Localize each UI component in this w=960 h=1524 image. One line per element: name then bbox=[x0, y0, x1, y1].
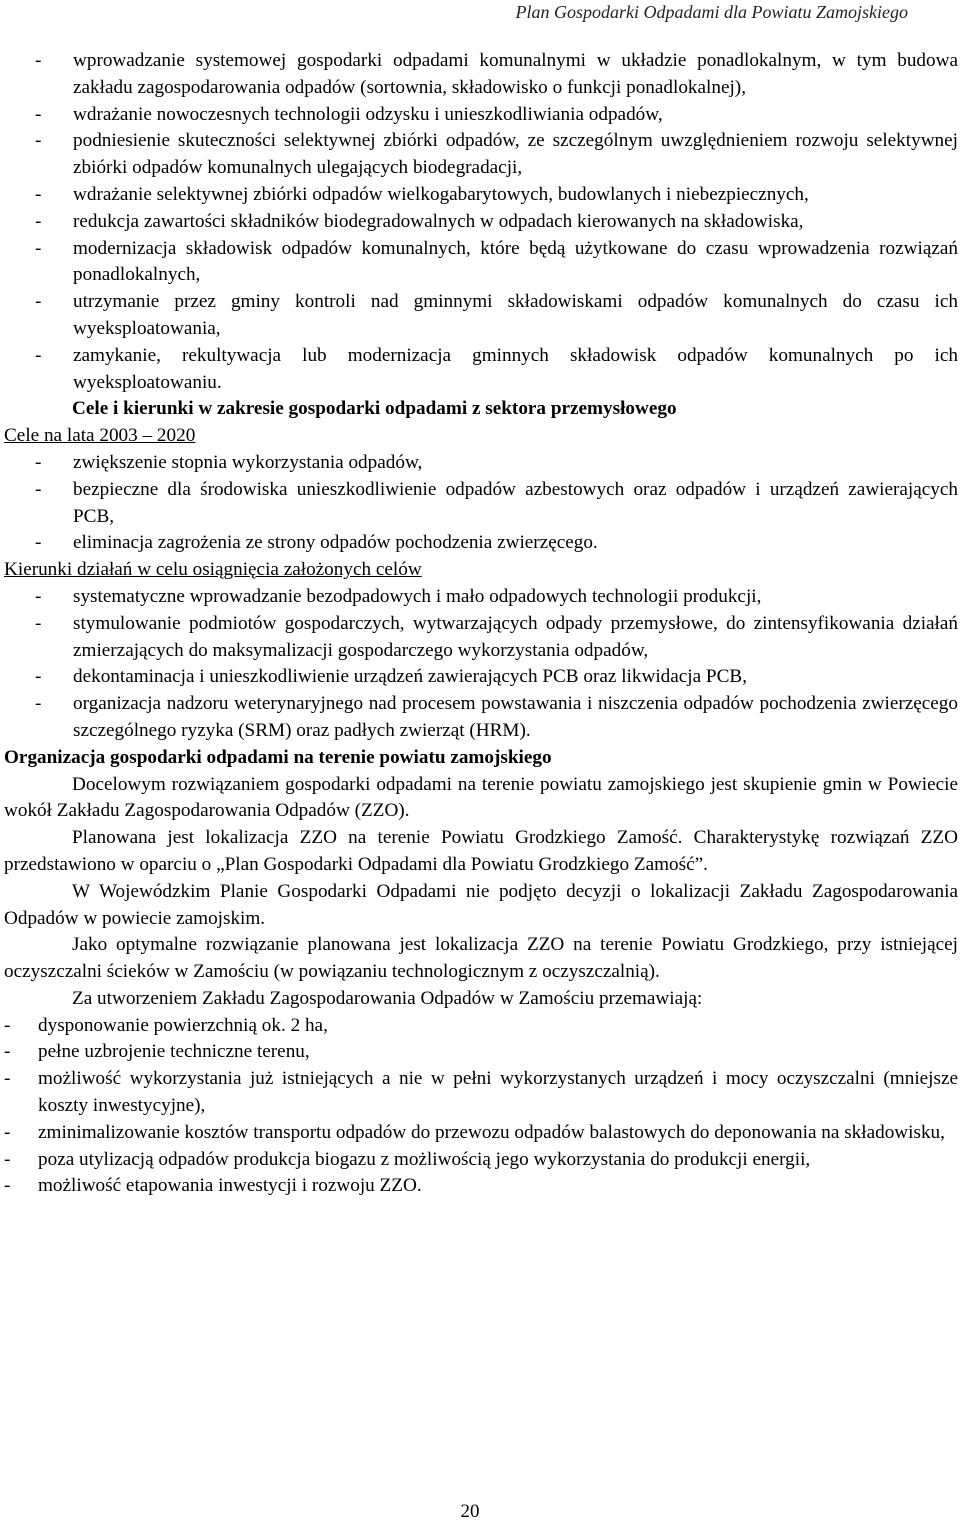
goals-heading: Cele na lata 2003 – 2020 bbox=[4, 425, 196, 447]
list-item: - wprowadzanie systemowej gospodarki odpadami komunalnymi w układzie ponadlokalnym, w tym budowa zakładu zagospodarowania odpadów (sortownia, składowisko o funkcji ponadlokalnej), bbox=[35, 50, 958, 98]
list-item: - systematyczne wprowadzanie bezodpadowych i mało odpadowych technologii produkcji, bbox=[35, 585, 762, 607]
list-item: - możliwość wykorzystania już istniejących a nie w pełni wykorzystanych urządzeń i mocy oczyszczalni (mniejsze koszty inwestycyjne), bbox=[4, 1068, 958, 1117]
list-goals bbox=[4, 450, 958, 557]
directions-heading: Kierunki działań w celu osiągnięcia założonych celów bbox=[4, 559, 422, 581]
list-item: - poza utylizacją odpadów produkcja biogazu z możliwością jego wykorzystania do produkcji energii, bbox=[4, 1148, 811, 1170]
document-body bbox=[4, 48, 958, 1200]
paragraph: W Wojewódzkim Planie Gospodarki Odpadami nie podjęto decyzji o lokalizacji Zakładu Zagospodarowania Odpadów w powiecie zamojskim. bbox=[4, 880, 958, 929]
paragraph: Docelowym rozwiązaniem gospodarki odpadami na terenie powiatu zamojskiego jest skupienie gmin w Powiecie wokół Zakładu Zagospodarowania Odpadów (ZZO). bbox=[4, 773, 958, 822]
list-reasons bbox=[4, 1013, 958, 1201]
list-item: - pełne uzbrojenie techniczne terenu, bbox=[4, 1041, 310, 1063]
list-item: - zminimalizowanie kosztów transportu odpadów do przewozu odpadów balastowych do deponowania na składowisku, bbox=[4, 1121, 945, 1143]
running-header: Plan Gospodarki Odpadami dla Powiatu Zamojskiego bbox=[515, 2, 908, 22]
list-item: - zamykanie, rekultywacja lub modernizacja gminnych składowisk odpadów komunalnych po ich wyeksploatowaniu. bbox=[35, 344, 958, 393]
section-heading-organization: Organizacja gospodarki odpadami na terenie powiatu zamojskiego bbox=[4, 746, 552, 768]
list-municipal-directions bbox=[4, 48, 958, 396]
paragraph: Planowana jest lokalizacja ZZO na terenie Powiatu Grodzkiego Zamość. Charakterystykę rozwiązań ZZO przedstawiono w oparciu o „Plan Gospodarki Odpadami dla Powiatu Grodzkiego Zamość”. bbox=[4, 827, 958, 875]
paragraph: Za utworzeniem Zakładu Zagospodarowania Odpadów w Zamościu przemawiają: bbox=[72, 987, 703, 1009]
list-item: - zwiększenie stopnia wykorzystania odpadów, bbox=[35, 451, 423, 473]
list-item: - dekontaminacja i unieszkodliwienie urządzeń zawierających PCB oraz likwidacja PCB, bbox=[35, 666, 747, 688]
paragraph: Jako optymalne rozwiązanie planowana jest lokalizacja ZZO na terenie Powiatu Grodzkiego, przy istniejącej oczyszczalni ścieków w Zamościu (w powiązaniu technologicznym z oczyszczalnią). bbox=[4, 934, 958, 983]
list-item: - bezpieczne dla środowiska unieszkodliwienie odpadów azbestowych oraz odpadów i urządzeń zawierających PCB, bbox=[35, 478, 958, 527]
list-item: - wdrażanie nowoczesnych technologii odzysku i unieszkodliwiania odpadów, bbox=[35, 103, 663, 125]
list-item: - stymulowanie podmiotów gospodarczych, wytwarzających odpady przemysłowe, do zintensyfikowania działań zmierzających do maksymalizacji gospodarczego wykorzystania odpadów, bbox=[35, 612, 958, 661]
list-item: - wdrażanie selektywnej zbiórki odpadów wielkogabarytowych, budowlanych i niebezpiecznych, bbox=[35, 183, 809, 205]
section-heading-industrial: Cele i kierunki w zakresie gospodarki odpadami z sektora przemysłowego bbox=[72, 398, 677, 420]
list-item: - utrzymanie przez gminy kontroli nad gminnymi składowiskami odpadów komunalnych do czasu ich wyeksploatowania, bbox=[35, 291, 958, 339]
list-item: - organizacja nadzoru weterynaryjnego nad procesem powstawania i niszczenia odpadów pochodzenia zwierzęcego szczególnego ryzyka (SRM) oraz padłych zwierząt (HRM). bbox=[35, 693, 958, 741]
list-item: - redukcja zawartości składników biodegradowalnych w odpadach kierowanych na składowiska, bbox=[35, 210, 804, 232]
list-directions bbox=[4, 584, 958, 745]
list-item: - podniesienie skuteczności selektywnej zbiórki odpadów, ze szczególnym uwzględnieniem rozwoju selektywnej zbiórki odpadów komunalnych ulegających biodegradacji, bbox=[35, 130, 958, 179]
list-item: - możliwość etapowania inwestycji i rozwoju ZZO. bbox=[4, 1175, 422, 1197]
list-item: - modernizacja składowisk odpadów komunalnych, które będą użytkowane do czasu wprowadzenia rozwiązań ponadlokalnych, bbox=[35, 237, 958, 286]
page-number: 20 bbox=[460, 1501, 480, 1522]
list-item: - dysponowanie powierzchnią ok. 2 ha, bbox=[4, 1014, 328, 1036]
list-item: - eliminacja zagrożenia ze strony odpadów pochodzenia zwierzęcego. bbox=[35, 532, 598, 554]
